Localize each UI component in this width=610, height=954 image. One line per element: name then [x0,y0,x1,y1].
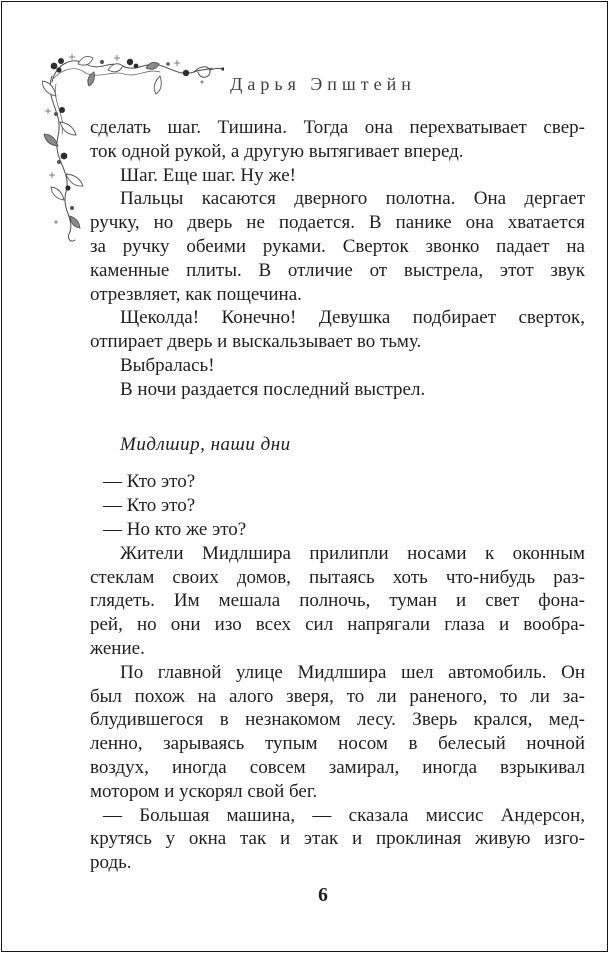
body-line: ленно, зарываясь тупым носом в белесый ночной [90,733,585,755]
body-line: отрезвляет, как пощечина. [90,283,302,305]
section-heading: Мидлшир, наши дни [120,433,291,455]
body-line: за ручку обеими руками. Сверток звонко падает на [90,235,585,257]
dialogue-line: — Но кто же это? [103,518,247,540]
body-line: каменные плиты. В отличие от выстрела, этот звук [90,259,585,281]
dialogue-line: — Большая машина, — сказала миссис Андерсон, [103,804,585,826]
page-number: 6 [318,885,328,906]
body-line: родь. [90,852,132,874]
body-line: В ночи раздается последний выстрел. [120,378,426,400]
body-line: сделать шаг. Тишина. Тогда она перехватывает свер- [90,117,585,138]
body-line: ручку, но дверь не подается. В панике она хватается [90,212,585,234]
body-line: крутясь у окна так и этак и проклиная живую изго- [90,828,585,850]
body-line: Выбралась! [120,354,215,376]
body-line: воздух, иногда совсем замирал, иногда взрыкивал [90,756,585,778]
body-line: Жители Мидлшира прилипли носами к оконным [120,542,585,564]
body-line: По главной улице Мидлшира шел автомобиль. Он [120,661,585,683]
body-line: Шаг. Еще шаг. Ну же! [120,164,296,186]
dialogue-line: — Кто это? [103,471,196,493]
body-line: глядеть. Им мешала полночь, туман и свет фона- [90,590,585,612]
text-block [90,116,585,875]
body-line: мотором и ускорял свой бег. [90,780,318,802]
body-line: Пальцы касаются дверного полотна. Она дергает [120,188,585,210]
dialogue-line: — Кто это? [103,495,196,517]
body-line: отпирает дверь и выскальзывает во тьму. [90,331,422,353]
body-line: рей, но они изо всех сил напрягали глаза и вообра- [90,614,585,636]
body-line: был похож на алого зверя, то ли раненого, то ли за- [90,685,585,707]
body-line: стеклам своих домов, пытаясь хоть что-нибудь раз- [90,566,585,588]
body-line: блудившегося в незнакомом лесу. Зверь крался, мед- [90,709,585,731]
body-line: Щеколда! Конечно! Девушка подбирает сверток, [120,307,585,329]
body-line: ток одной рукой, а другую вытягивает вперед. [90,140,464,162]
running-header-author: Дарья Эпштейн [230,74,416,94]
body-line: жение. [90,637,145,659]
